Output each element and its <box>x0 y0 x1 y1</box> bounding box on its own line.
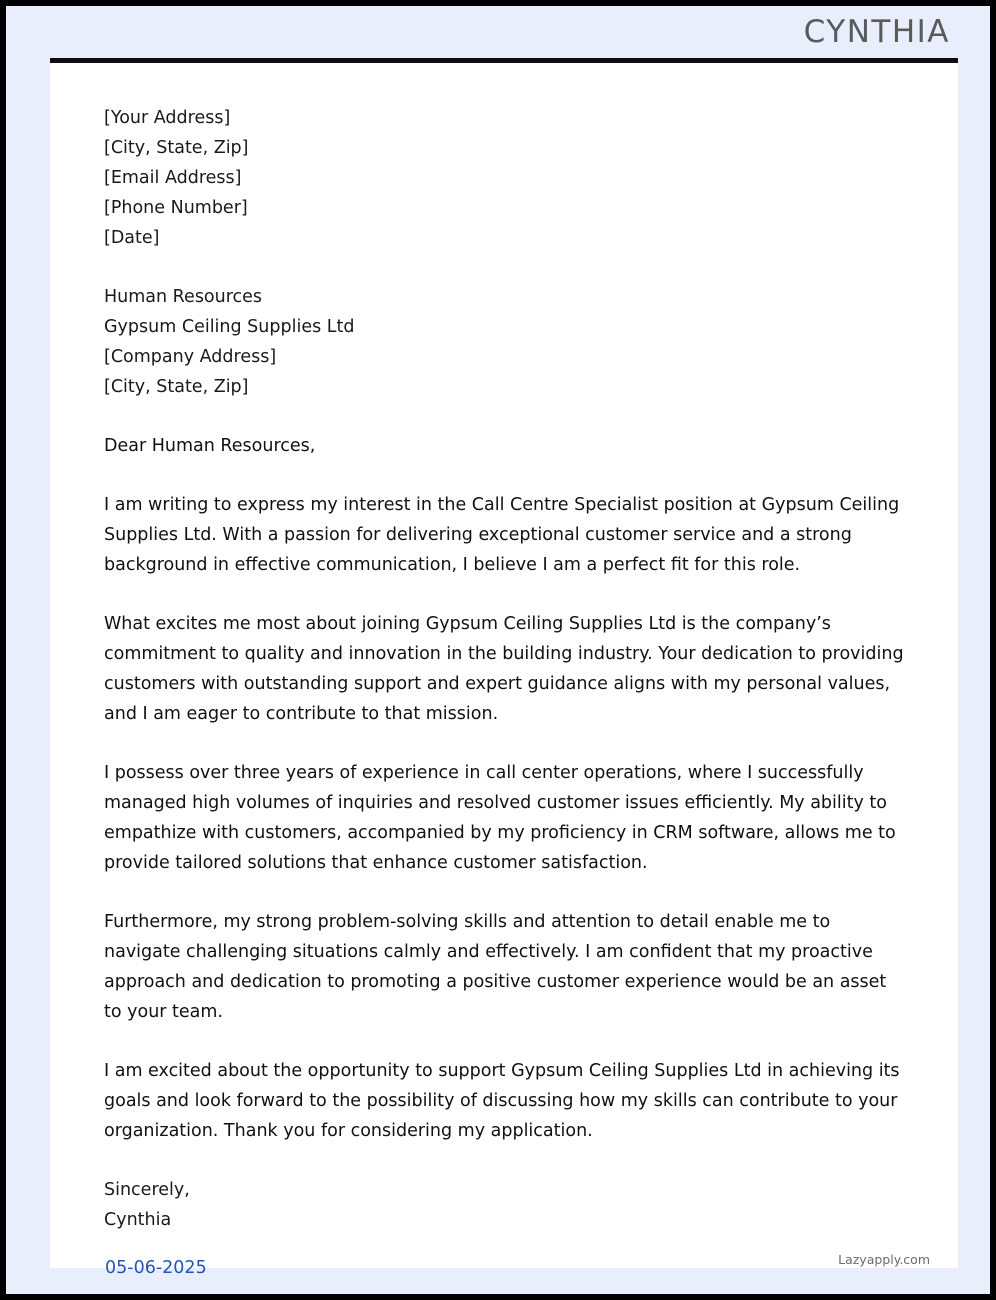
recipient-address-block <box>104 282 904 402</box>
sender-city-line: [City, State, Zip] <box>104 138 249 158</box>
footer-date: 05-06-2025 <box>105 1258 207 1278</box>
closing-line: Sincerely, <box>104 1180 190 1200</box>
body-paragraph-4: Furthermore, my strong problem-solving skills and attention to detail enable me to navigate challenging situations calmly and effectively. I am confident that my proactive approach and dedication to promoting a positive customer experience would be an asset to your team. <box>104 912 887 1022</box>
sender-address-block <box>104 103 904 253</box>
body-paragraph-1: I am writing to express my interest in the Call Centre Specialist position at Gypsum Ceiling Supplies Ltd. With a passion for delivering exceptional customer service and a strong background in effective communication, I believe I am a perfect fit for this role. <box>104 495 900 575</box>
body-paragraph-2: What excites me most about joining Gypsum Ceiling Supplies Ltd is the company’s commitment to quality and innovation in the building industry. Your dedication to providing customers with outstanding support and expert guidance aligns with my personal values, and I am eager to contribute to that mission. <box>104 614 904 724</box>
recipient-address-line: [Company Address] <box>104 347 277 367</box>
letter-sheet <box>50 58 958 1268</box>
signature-name: Cynthia <box>104 1210 172 1230</box>
sender-phone-line: [Phone Number] <box>104 198 248 218</box>
body-paragraph-3: I possess over three years of experience in call center operations, where I successfully managed high volumes of inquiries and resolved customer issues efficiently. My ability to empathize with customers, accompanied by my proficiency in CRM software, allows me to provide tailored solutions that enhance customer satisfaction. <box>104 763 896 873</box>
document-header <box>12 12 984 52</box>
footer-brand: Lazyapply.com <box>838 1252 930 1267</box>
page-title: CYNTHIA <box>803 14 950 50</box>
sender-email-line: [Email Address] <box>104 168 242 188</box>
recipient-department-line: Human Resources <box>104 287 263 307</box>
salutation: Dear Human Resources, <box>104 436 316 456</box>
sender-address-line: [Your Address] <box>104 108 231 128</box>
recipient-city-line: [City, State, Zip] <box>104 377 249 397</box>
letter-body <box>50 63 958 1235</box>
sender-date-line: [Date] <box>104 228 160 248</box>
body-paragraph-5: I am excited about the opportunity to support Gypsum Ceiling Supplies Ltd in achieving its goals and look forward to the possibility of discussing how my skills can contribute to your organization. Thank you for considering my application. <box>104 1061 900 1141</box>
recipient-company-line: Gypsum Ceiling Supplies Ltd <box>104 317 355 337</box>
closing-block <box>104 1175 904 1235</box>
